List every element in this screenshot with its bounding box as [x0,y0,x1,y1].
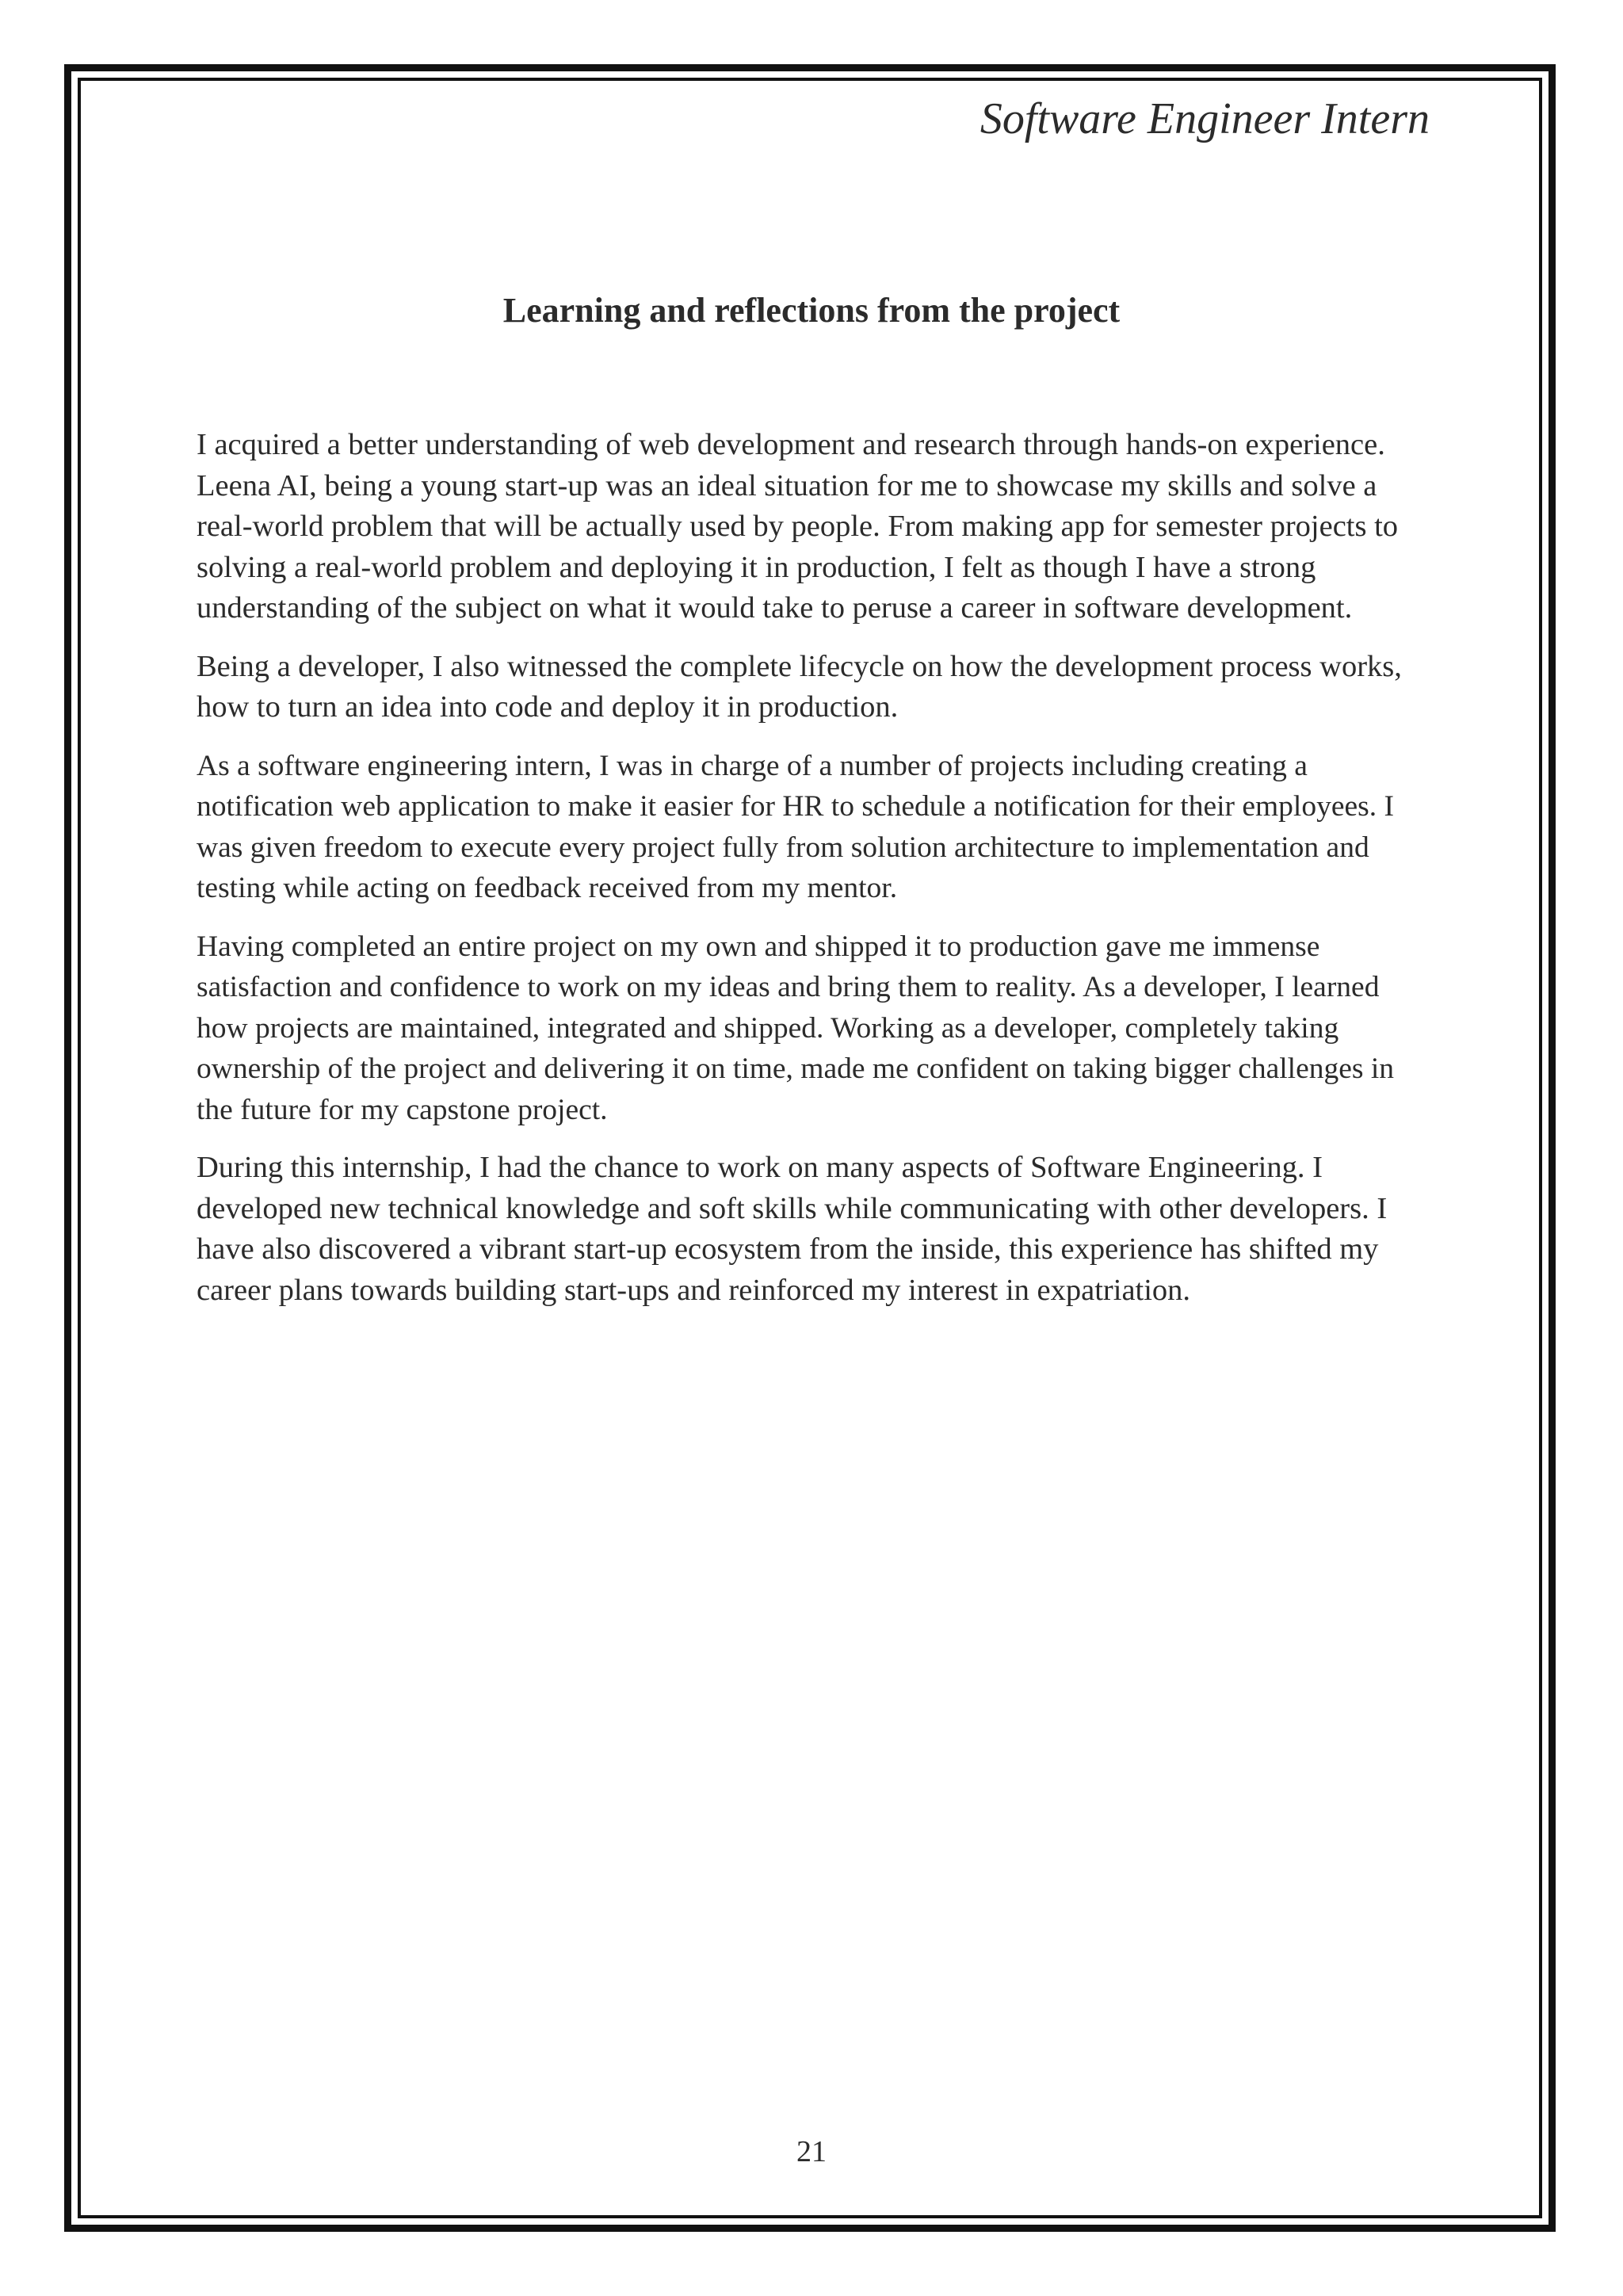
paragraph-4: Having completed an entire project on my own and shipped it to production gave me immense satisfaction and confidence to work on my ideas and bring them to reality. As a developer, I learned how projects are maintained, integrated and shipped. Working as a developer, completely taking ownership of the project and delivering it on time, made me confident on taking bigger challenges in the future for my capstone project. [197,930,1395,1126]
paragraph-5: During this internship, I had the chance to work on many aspects of Software Engineering. I developed new technical knowledge and soft skills while communicating with other developers. I have also discovered a vibrant start-up ecosystem from the inside, this experience has shifted my career plans towards building start-ups and reinforced my interest in expatriation. [197,1151,1388,1307]
page-number: 21 [796,2135,827,2168]
paragraph-2: Being a developer, I also witnessed the complete lifecycle on how the development process works, how to turn an idea into code and deploy it in production. [197,649,1402,724]
paragraph-3: As a software engineering intern, I was in charge of a number of projects including creating a notification web application to make it easier for HR to schedule a notification for their employees. I was given freedom to execute every project fully from solution architecture to implementation and testing while acting on feedback received from my mentor. [197,749,1394,904]
running-header: Software Engineer Intern [980,94,1430,143]
body-text [197,425,1433,1328]
page-title: Learning and reflections from the project [502,291,1121,330]
paragraph-1: I acquired a better understanding of web development and research through hands-on experience. Leena AI, being a young start-up was an ideal situation for me to showcase my skills and solve a real-world problem that will be actually used by people. From making app for semester projects to solving a real-world problem and deploying it in production, I felt as though I have a strong understanding of the subject on what it would take to peruse a career in software development. [197,428,1399,625]
